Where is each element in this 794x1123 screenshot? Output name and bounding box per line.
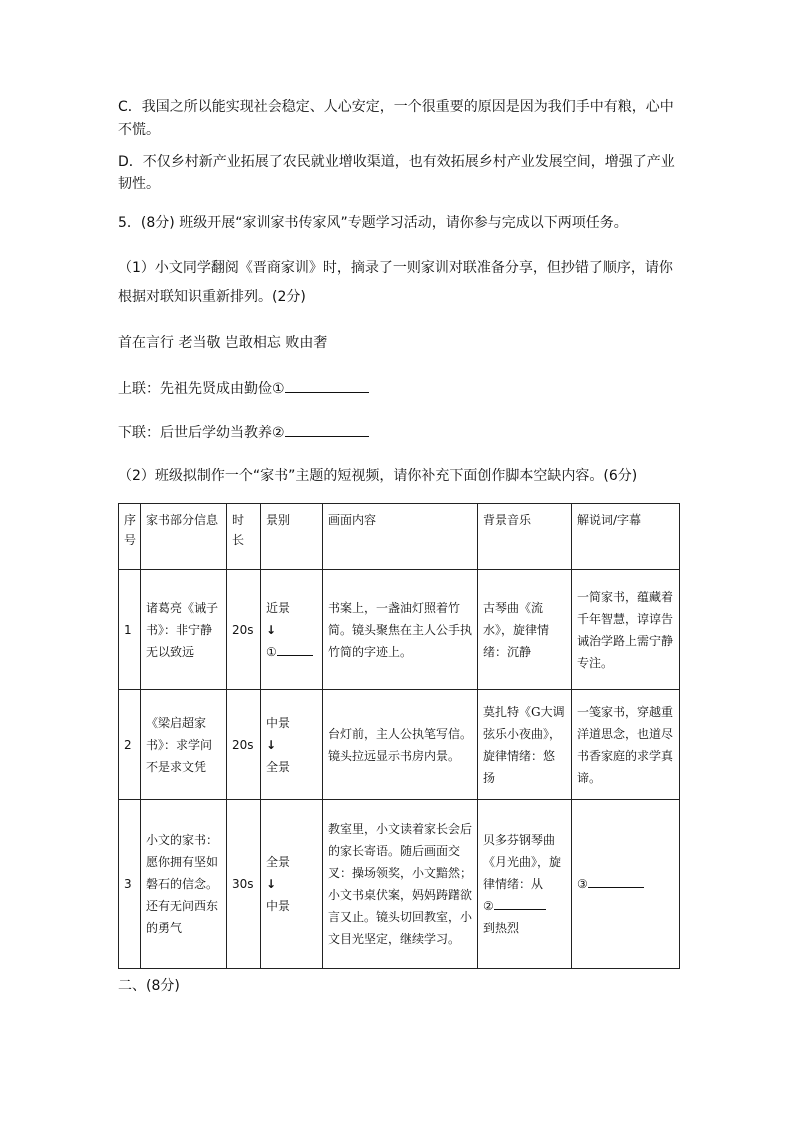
row-shot bbox=[261, 690, 323, 800]
sub-question-1-line1: （1）小文同学翻阅《晋商家训》时，摘录了一则家训对联准备分享，但抄错了顺序，请你 bbox=[118, 260, 673, 276]
lower-couplet-text: 下联：后世后学幼当教养② bbox=[118, 425, 285, 441]
header-content: 画面内容 bbox=[323, 504, 478, 570]
script-table bbox=[118, 503, 680, 969]
option-c-line1: C．我国之所以能实现社会稳定、人心安定，一个很重要的原因是因为我们手中有粮，心中 bbox=[118, 99, 674, 115]
music-end: 到热烈 bbox=[483, 921, 520, 935]
shot-blank[interactable] bbox=[277, 643, 313, 656]
music-text: 贝多芬钢琴曲《月光曲》，旋律情绪：从 bbox=[483, 833, 562, 891]
shot-from: 全景 bbox=[266, 855, 291, 869]
shot-from: 近景 bbox=[266, 600, 291, 615]
row-music bbox=[478, 800, 572, 969]
row-duration: 20s bbox=[227, 690, 261, 800]
row-content: 台灯前，主人公执笔写信。镜头拉远显示书房内景。 bbox=[323, 690, 478, 800]
row-duration: 30s bbox=[227, 800, 261, 969]
shot-to: 全景 bbox=[266, 759, 291, 774]
lower-couplet bbox=[118, 422, 369, 443]
header-narration: 解说词/字幕 bbox=[572, 504, 680, 570]
music-blank-marker: ② bbox=[483, 899, 494, 913]
header-duration: 时长 bbox=[227, 504, 261, 570]
row-content: 书案上，一盏油灯照着竹简。镜头聚焦在主人公手执竹简的字迹上。 bbox=[323, 570, 478, 690]
option-d-line1: D．不仅乡村新产业拓展了农民就业增收渠道，也有效拓展乡村产业发展空间，增强了产业 bbox=[118, 154, 675, 170]
header-shot: 景别 bbox=[261, 504, 323, 570]
row-info: 《梁启超家书》：求学问不是求文凭 bbox=[141, 690, 227, 800]
table-row bbox=[119, 800, 680, 969]
upper-couplet-text: 上联：先祖先贤成由勤俭① bbox=[118, 381, 285, 397]
music-blank[interactable] bbox=[494, 897, 546, 910]
shot-to[interactable] bbox=[266, 641, 317, 663]
couplet-phrases: 首在言行 老当敬 岂敢相忘 败由奢 bbox=[118, 335, 328, 351]
row-no: 3 bbox=[119, 800, 141, 969]
section-2-heading: 二、(8分) bbox=[118, 978, 180, 994]
table-row bbox=[119, 570, 680, 690]
row-narration[interactable] bbox=[572, 800, 680, 969]
header-info: 家书部分信息 bbox=[141, 504, 227, 570]
option-d-line2: 韧性。 bbox=[118, 176, 160, 192]
header-music: 背景音乐 bbox=[478, 504, 572, 570]
row-shot bbox=[261, 800, 323, 969]
header-no: 序号 bbox=[119, 504, 141, 570]
row-no: 2 bbox=[119, 690, 141, 800]
row-music: 莫扎特《G大调弦乐小夜曲》，旋律情绪：悠扬 bbox=[478, 690, 572, 800]
option-c-line2: 不慌。 bbox=[118, 122, 160, 138]
row-duration: 20s bbox=[227, 570, 261, 690]
upper-couplet bbox=[118, 378, 369, 399]
down-arrow-icon: ↓ bbox=[266, 877, 277, 891]
shot-to-marker: ① bbox=[266, 644, 277, 659]
row-narration: 一笺家书，穿越重洋道思念，也道尽书香家庭的求学真谛。 bbox=[572, 690, 680, 800]
table-row bbox=[119, 690, 680, 800]
lower-couplet-blank[interactable] bbox=[285, 422, 369, 437]
down-arrow-icon: ↓ bbox=[266, 737, 277, 752]
row-info: 诸葛亮《诫子书》：非宁静无以致远 bbox=[141, 570, 227, 690]
sub-question-2: （2）班级拟制作一个“家书”主题的短视频，请你补充下面创作脚本空缺内容。(6分) bbox=[118, 468, 638, 484]
shot-to: 中景 bbox=[266, 899, 291, 913]
sub-question-1-line2: 根据对联知识重新排列。(2分) bbox=[118, 289, 306, 305]
row-content: 教室里，小文读着家长会后的家长寄语。随后画面交叉：操场领奖，小文黯然；小文书桌伏案，妈妈踌躇欲言又止。镜头切回教室，小文目光坚定，继续学习。 bbox=[323, 800, 478, 969]
row-music: 古琴曲《流水》，旋律情绪：沉静 bbox=[478, 570, 572, 690]
row-narration: 一简家书，蕴藏着千年智慧，谆谆告诫治学路上需宁静专注。 bbox=[572, 570, 680, 690]
table-header-row bbox=[119, 504, 680, 570]
down-arrow-icon: ↓ bbox=[266, 622, 277, 637]
row-no: 1 bbox=[119, 570, 141, 690]
narration-blank[interactable] bbox=[588, 875, 644, 888]
row-shot bbox=[261, 570, 323, 690]
shot-from: 中景 bbox=[266, 715, 291, 730]
question-5: 5．(8分) 班级开展“家训家书传家风”专题学习活动，请你参与完成以下两项任务。 bbox=[118, 215, 628, 231]
narration-blank-marker: ③ bbox=[577, 877, 588, 891]
row-info: 小文的家书：愿你拥有坚如磐石的信念。还有无问西东的勇气 bbox=[141, 800, 227, 969]
upper-couplet-blank[interactable] bbox=[285, 378, 369, 393]
